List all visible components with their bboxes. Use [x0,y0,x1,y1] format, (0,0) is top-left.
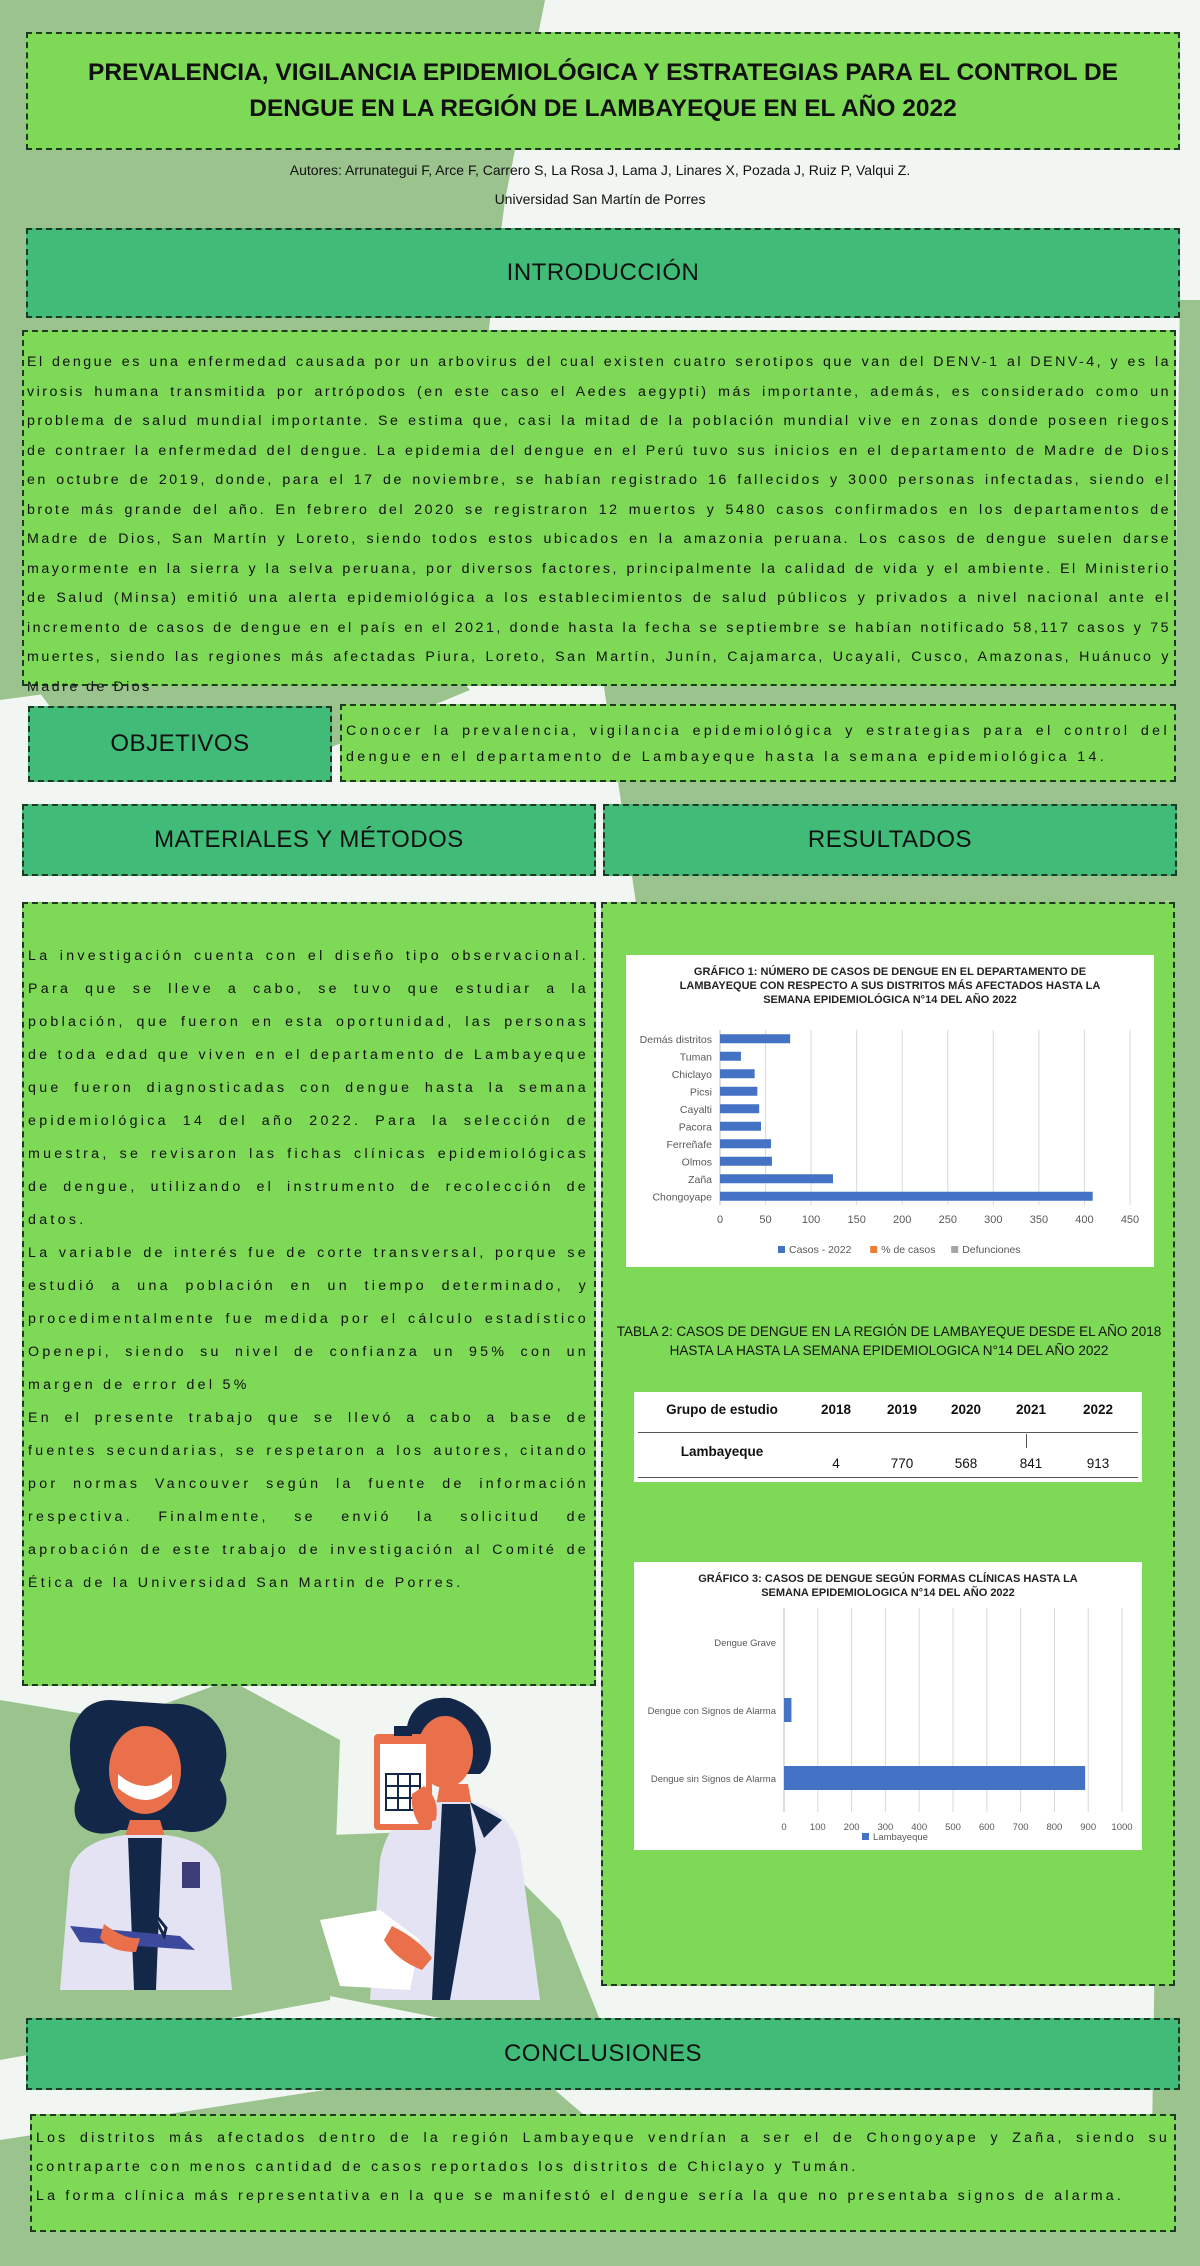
chart-1-bar [720,1052,741,1061]
chart-1-category-label: Ferreñafe [666,1138,712,1151]
chart-1-category-label: Tuman [679,1051,712,1064]
chart-1-tick-label: 0 [716,1214,724,1226]
table-2-header-2019: 2019 [886,1402,918,1417]
table-2-value-2018: 4 [832,1456,840,1471]
chart-3-category-label: Dengue sin Signos de Alarma [650,1774,776,1785]
chart-3-legend-label: Lambayeque [873,1832,928,1843]
chart-1-bar [720,1174,833,1183]
chart-1-tick-label: 450 [1120,1214,1140,1226]
doctor-right-figure [320,1698,540,2000]
chart-1-tick-label: 50 [759,1214,772,1226]
chart-1-category-label: Olmos [681,1156,712,1169]
table-2-value-2022: 913 [1086,1456,1110,1471]
chart-1-category-label: Chongoyape [652,1191,712,1204]
chart-1-tick-label: 300 [984,1214,1003,1226]
results-header [603,804,1177,876]
chart-3-tick-label: 500 [945,1822,961,1833]
methods-paragraph-3: En el presente trabajo que se llevó a cabo a base de fuentes secundarias, se respetaron a los autores, citando por normas Vancouver según la fuente de información respectiva. Finalmente, se envió la solicitud de aprobación de este trabajo de investigación al Comité de Ética de la Universidad San Martin de Porres. [28,1410,589,1591]
chart-1-card [626,955,1154,1267]
chart-3-plot [634,1562,1142,1850]
conclusions-heading: CONCLUSIONES [503,2040,703,2067]
chart-3-tick-label: 800 [1046,1822,1063,1833]
table-2-header-row [634,1402,1142,1424]
table-2-caption: TABLA 2: CASOS DE DENGUE EN LA REGIÓN DE LAMBAYEQUE DESDE EL AÑO 2018 HASTA LA HASTA LA SEMANA EPIDEMIOLOGICA N°14 DEL AÑO 2022 [616,1324,1162,1358]
chart-1-tick-label: 400 [1075,1214,1094,1226]
table-2-header-rule [638,1432,1138,1433]
objectives-text: Conocer la prevalencia, vigilancia epidemiológica y estrategias para el control del dengue en el departamento de Lambayeque hasta la semana epidemiológica 14. [346,723,1170,765]
chart-1-legend-swatch [951,1246,958,1253]
chart-1-category-label: Cayalti [679,1103,712,1116]
title-box [26,32,1180,150]
chart-1-bar [720,1034,790,1043]
university-line: Universidad San Martín de Porres [494,191,706,207]
methods-body [22,902,596,1686]
introduction-body [22,330,1176,695]
chart-3-category-label: Dengue Grave [714,1638,776,1649]
objectives-body [340,704,1176,782]
chart-1-legend-label: Casos - 2022 [789,1244,852,1256]
chart-3-tick-label: 0 [781,1822,787,1833]
chart-3-tick-label: 300 [877,1822,894,1833]
chart-3-tick-label: 600 [978,1822,995,1833]
chart-1-legend-swatch [778,1246,785,1253]
chart-3-tick-label: 400 [911,1822,928,1833]
chart-3-tick-label: 200 [843,1822,860,1833]
table-2-row-label: Lambayeque [680,1444,764,1459]
chart-3-category-label: Dengue con Signos de Alarma [647,1706,776,1717]
chart-1-category-label: Picsi [689,1086,712,1099]
chart-1-title: GRÁFICO 1: NÚMERO DE CASOS DE DENGUE EN EL DEPARTAMENTO DE LAMBAYEQUE CON RESPECTO A SUS DISTRITOS MÁS AFECTADOS HASTA LA SEMANA EPIDEMIOLÓGICA N°14 DEL AÑO 2022 [679,966,1101,1006]
chart-3-legend-swatch [862,1833,869,1840]
methods-paragraph-2: La variable de interés fue de corte transversal, porque se estudió a una población en un tiempo determinado, y procedimentalmente fue medida por el cálculo estadístico Openepi, siendo su nivel de confianza un 95% con un margen de error del 5% [28,1245,589,1393]
results-heading: RESULTADOS [807,826,973,853]
chart-3-title: GRÁFICO 3: CASOS DE DENGUE SEGÚN FORMAS CLÍNICAS HASTA LA SEMANA EPIDEMIOLOGICA N°14 DEL AÑO 2022 [698,1573,1078,1599]
chart-3-tick-label: 1000 [1111,1822,1133,1833]
chart-1-bar [720,1157,772,1166]
conclusions-header [26,2018,1180,2090]
chart-1-tick-label: 250 [938,1214,957,1226]
table-2-card [634,1392,1142,1482]
introduction-heading: INTRODUCCIÓN [506,259,700,286]
chart-3-tick-label: 900 [1080,1822,1097,1833]
chart-1-tick-label: 200 [893,1214,912,1226]
chart-3-tick-label: 100 [809,1822,826,1833]
chart-3-tick-label: 700 [1012,1822,1029,1833]
objectives-heading: OBJETIVOS [110,730,250,757]
authors-line: Autores: Arrunategui F, Arce F, Carrero S, La Rosa J, Lama J, Linares X, Pozada J, Ruiz P, Valqui Z. [289,162,911,178]
table-2-header-group: Grupo de estudio [666,1402,778,1417]
methods-heading: MATERIALES Y MÉTODOS [154,826,464,853]
chart-1-legend-label: % de casos [881,1244,936,1256]
table-2-value-2020: 568 [954,1456,978,1471]
chart-3-bar [784,1766,1085,1790]
chart-1-bar [720,1122,761,1131]
chart-1-legend-swatch [870,1246,877,1253]
methods-header [22,804,596,876]
chart-1-bar [720,1069,755,1078]
chart-1-bar [720,1192,1093,1201]
chart-1-category-label: Chiclayo [671,1068,712,1081]
table-2-tick [1026,1434,1027,1448]
conclusions-body [30,2114,1176,2232]
table-2-bottom-rule [638,1477,1138,1478]
table-2-value-2019: 770 [890,1456,914,1471]
poster-title: PREVALENCIA, VIGILANCIA EPIDEMIOLÓGICA Y ESTRATEGIAS PARA EL CONTROL DE DENGUE EN LA REGIÓN DE LAMBAYEQUE EN EL AÑO 2022 [87,59,1118,122]
chart-1-tick-label: 150 [847,1214,866,1226]
introduction-text: El dengue es una enfermedad causada por un arbovirus del cual existen cuatro serotipos que van del DENV-1 al DENV-4, y es la virosis humana transmitida por artrópodos (en este caso el Aedes aegypti) más importante, además, es considerado como un problema de salud mundial importante. Se estima que, casi la mitad de la población mundial vive en zonas donde poseen riegos de contraer la enfermedad del dengue. La epidemia del dengue en el Perú tuvo sus inicios en el departamento de Madre de Dios en octubre de 2019, donde, para el 17 de noviembre, se habían registrado 16 fallecidos y 3000 personas infectadas, siendo el brote más grande del año. En febrero del 2020 se registraron 12 muertos y 5480 casos confirmados en los departamentos de Madre de Dios, San Martín y Loreto, siendo todos estos ubicados en la amazonia peruana. Los casos de dengue suelen darse mayormente en la sierra y la selva peruana, por diversos factores, principalmente la calidad de vida y el ambiente. El Ministerio de Salud (Minsa) emitió una alerta epidemiológica a los establecimientos de salud públicos y privados a nivel nacional ante el incremento de casos de dengue en el país en el 2021, donde hasta la fecha se septiembre se habían notificado 58,117 casos y 75 muertes, siendo las regiones más afectadas Piura, Loreto, San Martín, Junín, Cajamarca, Ucayali, Cusco, Amazonas, Huánuco y Madre de Dios [27,354,1171,695]
table-2-header-2018: 2018 [820,1402,852,1417]
chart-1-bar [720,1139,771,1148]
introduction-header [26,228,1180,318]
doctors-illustration [40,1690,580,2010]
doctor-left-figure [60,1700,232,1990]
table-2-header-2022: 2022 [1082,1402,1114,1417]
table-2-value-2021: 841 [1019,1456,1043,1471]
chart-1-legend-label: Defunciones [962,1244,1021,1256]
table-2-header-2021: 2021 [1015,1402,1047,1417]
objectives-header [28,706,332,782]
chart-1-tick-label: 100 [801,1214,821,1226]
chart-1-plot [626,955,1154,1267]
chart-1-category-label: Zaña [688,1173,712,1186]
chart-1-category-label: Pacora [678,1121,712,1134]
chart-1-bar [720,1104,759,1113]
chart-1-category-label: Demás distritos [639,1033,712,1046]
conclusions-paragraph-2: La forma clínica más representativa en la que se manifestó el dengue sería la que no presentaba signos de alarma. [36,2188,1124,2204]
chart-1-bar [720,1087,757,1096]
conclusions-paragraph-1: Los distritos más afectados dentro de la región Lambayeque vendrían a ser el de Chongoyape y Zaña, siendo su contraparte con menos cantidad de casos reportados los distritos de Chiclayo y Tumán. [36,2130,1170,2175]
chart-3-bar [784,1698,791,1722]
chart-1-tick-label: 350 [1029,1214,1049,1226]
chart-3-card [634,1562,1142,1850]
methods-paragraph-1: La investigación cuenta con el diseño tipo observacional. Para que se lleve a cabo, se tuvo que estudiar a la población, que fueron en esta oportunidad, las personas de toda edad que viven en el departamento de Lambayeque que fueron diagnosticadas con dengue hasta la semana epidemiológica 14 del año 2022. Para la selección de muestra, se revisaron las fichas clínicas epidemiológicas de dengue, utilizando el instrumento de recolección de datos. [28,948,589,1228]
table-2-header-2020: 2020 [950,1402,982,1417]
